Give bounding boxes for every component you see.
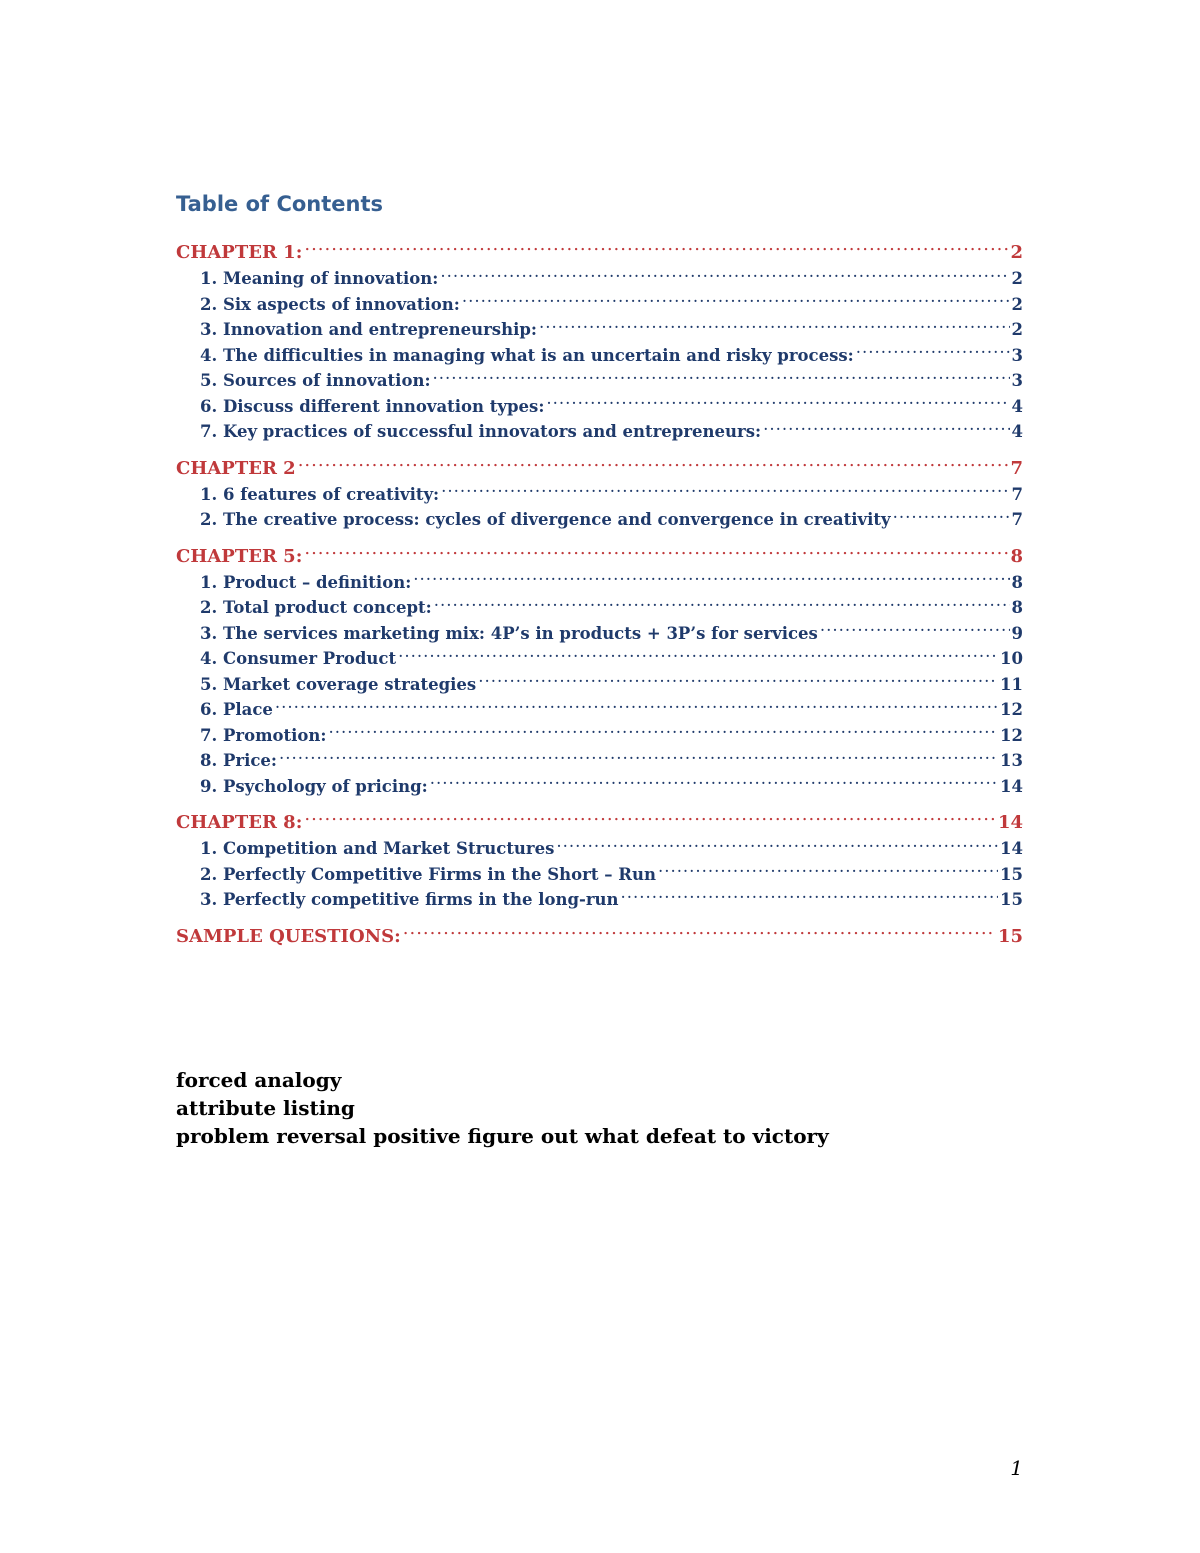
toc-section-entry[interactable]: [176, 774, 1023, 800]
toc-leader-dots: [820, 622, 1010, 639]
toc-entry-label: CHAPTER 8:: [176, 812, 303, 833]
toc-leader-dots: [398, 648, 998, 665]
toc-entry-label: CHAPTER 2: [176, 457, 296, 479]
toc-entry-label: 8. Price:: [200, 751, 277, 770]
toc-entry-page: 8: [1010, 545, 1023, 567]
toc-leader-dots: [893, 509, 1010, 526]
toc-entry-label: CHAPTER 5:: [176, 545, 303, 567]
toc-entry-page: 4: [1011, 396, 1023, 416]
toc-entry-label: 7. Promotion:: [200, 725, 327, 745]
note-line: attribute listing: [176, 1096, 355, 1120]
toc-section-entry[interactable]: [176, 266, 1023, 292]
toc-section-entry[interactable]: [176, 672, 1023, 698]
toc-section-entry[interactable]: [176, 862, 1023, 888]
toc-entry-label: 4. The difficulties in managing what is an uncertain and risky process:: [200, 345, 854, 365]
toc-entry-label: 5. Market coverage strategies: [200, 674, 477, 694]
toc-entry-label: 1. 6 features of creativity:: [200, 484, 440, 504]
toc-leader-dots: [304, 240, 1008, 258]
toc-section-entry[interactable]: [176, 723, 1023, 749]
toc-entry-label: 2. Six aspects of innovation:: [200, 294, 460, 314]
toc-entry-label: 1. Product – definition:: [200, 572, 412, 592]
toc-entry-page: 14: [1000, 776, 1023, 796]
toc-leader-dots: [763, 421, 1009, 438]
toc-section-entry[interactable]: [176, 507, 1023, 533]
toc-section-entry[interactable]: [176, 394, 1023, 420]
toc-title: Table of Contents: [176, 192, 384, 216]
toc-entry-label: 3. The services marketing mix: 4P’s in products + 3P’s for services: [200, 623, 818, 643]
toc-chapter-entry[interactable]: [176, 544, 1023, 570]
toc-entry-page: 11: [1000, 674, 1023, 694]
toc-chapter-entry[interactable]: [176, 810, 1023, 836]
toc-entry-page: 15: [997, 925, 1023, 947]
toc-leader-dots: [275, 699, 998, 716]
toc-entry-label: 2. Total product concept:: [200, 598, 432, 617]
toc-leader-dots: [298, 456, 1009, 474]
toc-chapter-entry[interactable]: [176, 456, 1023, 482]
toc-section-entry[interactable]: [176, 621, 1023, 647]
toc-section-entry[interactable]: [176, 570, 1023, 596]
toc-section-entry[interactable]: [176, 343, 1023, 369]
toc-section-entry[interactable]: [176, 292, 1023, 318]
toc-entry-label: 6. Place: [200, 700, 273, 719]
toc-leader-dots: [478, 673, 998, 690]
table-of-contents: [176, 240, 1023, 950]
toc-leader-dots: [329, 724, 999, 741]
toc-entry-label: SAMPLE QUESTIONS:: [176, 925, 401, 947]
toc-section-entry[interactable]: [176, 419, 1023, 445]
toc-leader-dots: [433, 370, 1010, 387]
toc-entry-page: 3: [1011, 345, 1023, 365]
toc-entry-page: 2: [1011, 294, 1023, 314]
toc-leader-dots: [856, 344, 1010, 361]
toc-section-entry[interactable]: [176, 595, 1023, 621]
toc-entry-page: 12: [1000, 700, 1023, 719]
toc-leader-dots: [279, 750, 998, 767]
toc-entry-page: 15: [1000, 890, 1023, 909]
toc-entry-page: 3: [1011, 371, 1023, 390]
toc-entry-page: 12: [1000, 725, 1023, 745]
toc-leader-dots: [556, 838, 998, 855]
toc-leader-dots: [658, 863, 998, 880]
toc-entry-label: 7. Key practices of successful innovators and entrepreneurs:: [200, 422, 762, 441]
toc-entry-page: 7: [1010, 457, 1023, 479]
toc-leader-dots: [546, 395, 1009, 412]
toc-entry-page: 13: [1000, 751, 1023, 770]
toc-leader-dots: [539, 319, 1010, 336]
toc-section-entry[interactable]: [176, 646, 1023, 672]
toc-section-entry[interactable]: [176, 887, 1023, 913]
toc-leader-dots: [441, 483, 1009, 500]
notes-block: [176, 1066, 829, 1150]
toc-section-entry[interactable]: [176, 748, 1023, 774]
toc-entry-page: 7: [1011, 510, 1023, 529]
toc-entry-page: 15: [1000, 864, 1023, 884]
toc-section-entry[interactable]: [176, 482, 1023, 508]
page-number: 1: [1010, 1456, 1023, 1480]
toc-entry-page: 2: [1010, 242, 1023, 263]
toc-entry-label: 1. Meaning of innovation:: [200, 269, 439, 288]
toc-leader-dots: [304, 544, 1008, 562]
toc-entry-label: 1. Competition and Market Structures: [200, 839, 555, 858]
toc-entry-page: 9: [1011, 623, 1023, 643]
toc-entry-label: 3. Innovation and entrepreneurship:: [200, 320, 537, 339]
toc-chapter-entry[interactable]: [176, 924, 1023, 950]
toc-entry-page: 10: [1000, 649, 1023, 668]
toc-entry-label: 9. Psychology of pricing:: [200, 776, 428, 796]
toc-entry-page: 8: [1011, 598, 1023, 617]
toc-entry-page: 14: [997, 812, 1023, 833]
toc-leader-dots: [430, 775, 998, 792]
toc-leader-dots: [621, 889, 998, 906]
toc-entry-label: 6. Discuss different innovation types:: [200, 396, 545, 416]
toc-entry-label: 5. Sources of innovation:: [200, 371, 431, 390]
toc-leader-dots: [434, 597, 1010, 614]
toc-entry-page: 14: [1000, 839, 1023, 858]
toc-entry-page: 7: [1011, 484, 1023, 504]
toc-entry-page: 2: [1011, 269, 1023, 288]
toc-leader-dots: [462, 293, 1010, 310]
toc-section-entry[interactable]: [176, 697, 1023, 723]
toc-entry-page: 8: [1011, 572, 1023, 592]
toc-chapter-entry[interactable]: [176, 240, 1023, 266]
toc-section-entry[interactable]: [176, 317, 1023, 343]
toc-entry-label: 2. Perfectly Competitive Firms in the Short – Run: [200, 864, 656, 884]
toc-section-entry[interactable]: [176, 836, 1023, 862]
toc-entry-page: 4: [1011, 422, 1023, 441]
toc-entry-label: CHAPTER 1:: [176, 242, 303, 263]
toc-entry-label: 3. Perfectly competitive firms in the long-run: [200, 890, 619, 909]
toc-leader-dots: [413, 571, 1009, 588]
note-line: problem reversal positive figure out what defeat to victory: [176, 1124, 829, 1148]
toc-section-entry[interactable]: [176, 368, 1023, 394]
toc-entry-label: 2. The creative process: cycles of divergence and convergence in creativity: [200, 510, 891, 529]
toc-leader-dots: [304, 810, 996, 828]
note-line: forced analogy: [176, 1068, 342, 1092]
toc-leader-dots: [440, 268, 1009, 285]
toc-entry-page: 2: [1011, 320, 1023, 339]
toc-entry-label: 4. Consumer Product: [200, 649, 397, 668]
toc-leader-dots: [403, 924, 996, 942]
